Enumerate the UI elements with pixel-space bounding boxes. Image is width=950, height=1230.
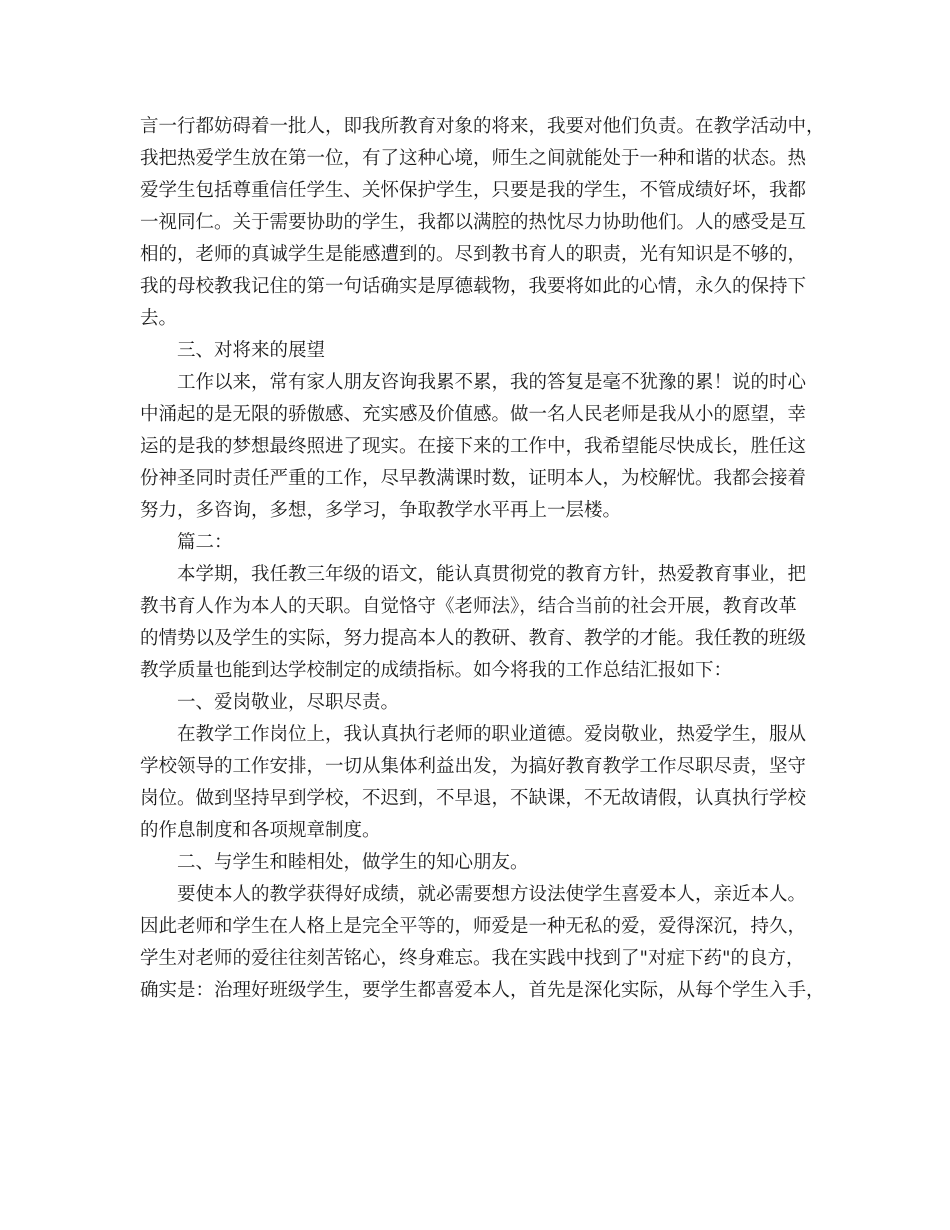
- text-line: 爱学生包括尊重信任学生、关怀保护学生，只要是我的学生，不管成绩好坏，我都: [140, 180, 807, 201]
- document-body: [140, 111, 830, 1007]
- text-line: 的情势以及学生的实际，努力提高本人的教研、教育、教学的才能。我任教的班级: [140, 628, 807, 649]
- text-line: 学校领导的工作安排，一切从集体利益出发，为搞好教育教学工作尽职尽责，坚守: [140, 756, 807, 777]
- text-line: 一视同仁。关于需要协助的学生，我都以满腔的热忱尽力协助他们。人的感受是互: [140, 212, 807, 233]
- text-line: 要使本人的教学获得好成绩，就必需要想方设法使学生喜爱本人，亲近本人。: [177, 884, 807, 905]
- text-line: 份神圣同时责任严重的工作，尽早教满课时数，证明本人，为校解忧。我都会接着: [140, 468, 807, 489]
- text-line: 一、爱岗敬业，尽职尽责。: [177, 692, 400, 713]
- text-line: 去。: [140, 308, 178, 329]
- text-line: 运的是我的梦想最终照进了现实。在接下来的工作中，我希望能尽快成长，胜任这: [140, 436, 807, 457]
- text-line: 确实是：治理好班级学生，要学生都喜爱本人，首先是深化实际，从每个学生入手，: [140, 980, 825, 1001]
- text-line: 的作息制度和各项规章制度。: [140, 820, 381, 841]
- text-line: 我的母校教我记住的第一句话确实是厚德载物，我要将如此的心情，永久的保持下: [140, 276, 807, 297]
- text-line: 岗位。做到坚持早到学校，不迟到，不早退，不缺课，不无故请假，认真执行学校: [140, 788, 807, 809]
- text-line: 相的，老师的真诚学生是能感遭到的。尽到教书育人的职责，光有知识是不够的，: [140, 244, 807, 265]
- text-line: 中涌起的是无限的骄傲感、充实感及价值感。做一名人民老师是我从小的愿望，幸: [140, 404, 807, 425]
- text-line: 言一行都妨碍着一批人，即我所教育对象的将来，我要对他们负责。在教学活动中，: [140, 116, 825, 137]
- text-line: 努力，多咨询，多想，多学习，争取教学水平再上一层楼。: [140, 500, 622, 521]
- text-line: 二、与学生和睦相处，做学生的知心朋友。: [177, 852, 529, 873]
- text-line: 本学期，我任教三年级的语文，能认真贯彻党的教育方针，热爱教育事业，把: [177, 564, 807, 585]
- text-line: 三、对将来的展望: [177, 340, 326, 361]
- text-line: 我把热爱学生放在第一位，有了这种心境，师生之间就能处于一种和谐的状态。热: [140, 148, 807, 169]
- text-line: 篇二：: [177, 532, 233, 553]
- text-line: 在教学工作岗位上，我认真执行老师的职业道德。爱岗敬业，热爱学生，服从: [177, 724, 807, 745]
- text-line: 工作以来，常有家人朋友咨询我累不累，我的答复是毫不犹豫的累！说的时心: [177, 372, 807, 393]
- text-line: 学生对老师的爱往往刻苦铭心，终身难忘。我在实践中找到了"对症下药"的良方，: [140, 948, 805, 969]
- text-line: 因此老师和学生在人格上是完全平等的，师爱是一种无私的爱，爱得深沉，持久，: [140, 916, 807, 937]
- text-line: 教学质量也能到达学校制定的成绩指标。如今将我的工作总结汇报如下：: [140, 660, 733, 681]
- text-line: 教书育人作为本人的天职。自觉恪守《老师法》，结合当前的社会开展，教育改革: [140, 596, 797, 617]
